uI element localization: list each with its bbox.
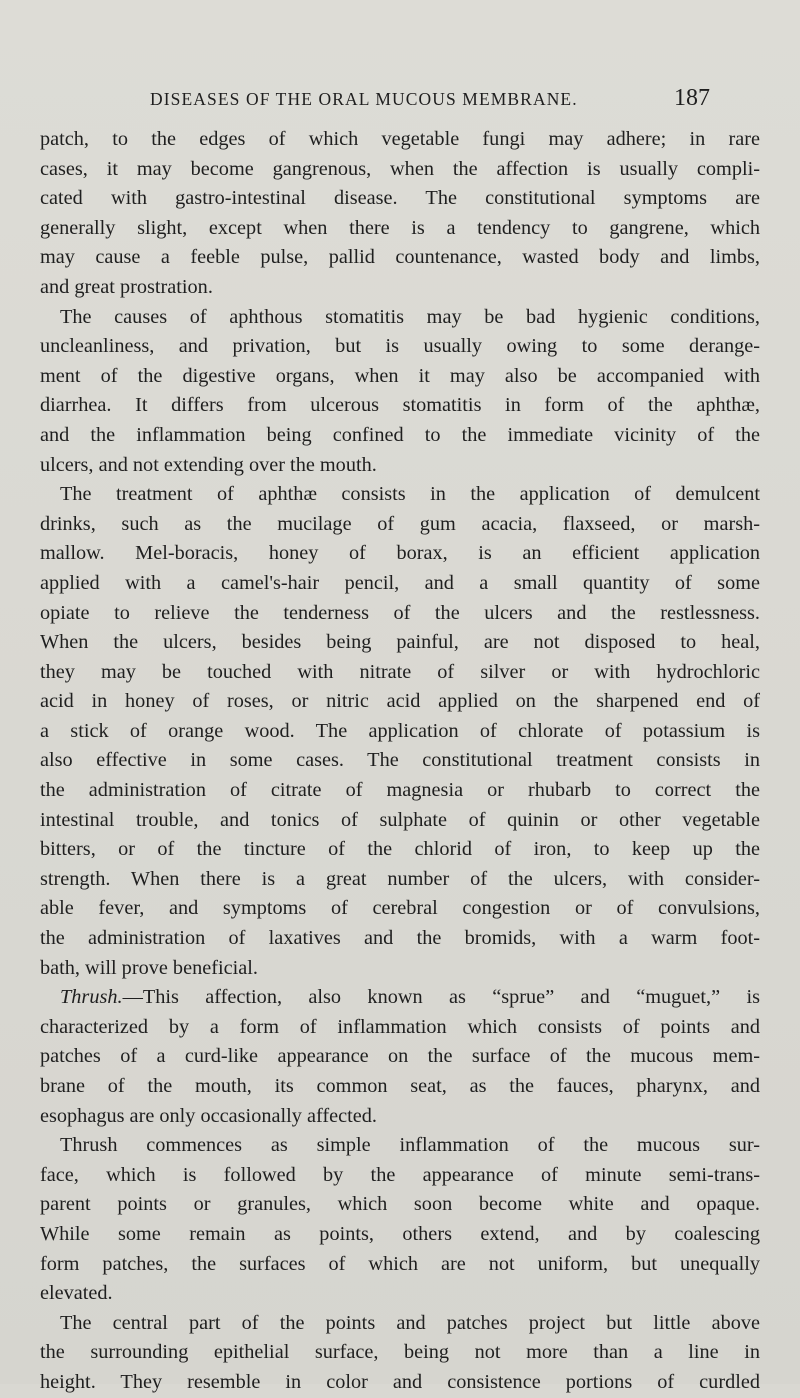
text-line: able fever, and symptoms of cerebral congestion or of convulsions, [40, 897, 760, 920]
text-line: the administration of laxatives and the bromids, with a warm foot- [40, 927, 760, 950]
text-line: When the ulcers, besides being painful, are not disposed to heal, [40, 631, 760, 654]
text-line: and great prostration. [40, 275, 213, 298]
text-line: a stick of orange wood. The application of chlorate of potassium is [40, 719, 760, 742]
text-line: patch, to the edges of which vegetable fungi may adhere; in rare [40, 128, 760, 150]
text-line: While some remain as points, others extend, and by coalescing [40, 1222, 760, 1245]
text-line-thrush-heading [40, 983, 760, 1013]
running-title: DISEASES OF THE ORAL MUCOUS MEMBRANE. [150, 89, 578, 109]
text-line: bitters, or of the tincture of the chlorid of iron, to keep up the [40, 838, 760, 861]
text-line: parent points or granules, which soon become white and opaque. [40, 1193, 760, 1216]
text-line: may cause a feeble pulse, pallid countenance, wasted body and limbs, [40, 246, 760, 269]
text-line: acid in honey of roses, or nitric acid applied on the sharpened end of [40, 690, 760, 713]
text-line: the surrounding epithelial surface, being not more than a line in [40, 1341, 760, 1364]
text-line: face, which is followed by the appearance of minute semi-trans- [40, 1163, 760, 1186]
text-line-rest: —This affection, also known as “sprue” and “muguet,” is [122, 986, 760, 1009]
text-line: ulcers, and not extending over the mouth. [40, 453, 377, 476]
text-line: characterized by a form of inflammation which consists of points and [40, 1015, 760, 1038]
text-line: mallow. Mel-boracis, honey of borax, is an efficient application [40, 542, 760, 565]
text-line: also effective in some cases. The constitutional treatment consists in [40, 749, 760, 772]
text-line: generally slight, except when there is a tendency to gangrene, which [40, 216, 760, 239]
text-line: intestinal trouble, and tonics of sulphate of quinin or other vegetable [40, 808, 760, 831]
text-line: The central part of the points and patches project but little above [60, 1311, 760, 1334]
text-line: The causes of aphthous stomatitis may be bad hygienic conditions, [60, 305, 760, 328]
text-line: they may be touched with nitrate of silver or with hydrochloric [40, 660, 760, 683]
running-head [150, 85, 710, 115]
text-line: drinks, such as the mucilage of gum acacia, flaxseed, or marsh- [40, 512, 760, 535]
text-line: form patches, the surfaces of which are not uniform, but unequally [40, 1252, 760, 1275]
body-text [40, 125, 760, 1398]
text-line: The treatment of aphthæ consists in the application of demulcent [60, 483, 760, 506]
text-line: opiate to relieve the tenderness of the ulcers and the restlessness. [40, 601, 760, 624]
text-line: the administration of citrate of magnesia or rhubarb to correct the [40, 779, 760, 802]
text-line: applied with a camel's-hair pencil, and a small quantity of some [40, 571, 760, 594]
text-line: uncleanliness, and privation, but is usually owing to some derange- [40, 335, 760, 358]
text-line: and the inflammation being confined to the immediate vicinity of the [40, 423, 760, 446]
text-line: height. They resemble in color and consistence portions of curdled [40, 1370, 760, 1393]
text-line: brane of the mouth, its common seat, as the fauces, pharynx, and [40, 1075, 760, 1097]
text-line: elevated. [40, 1282, 113, 1305]
text-line: bath, will prove beneficial. [40, 956, 258, 979]
text-line: ment of the digestive organs, when it may also be accompanied with [40, 364, 760, 387]
text-line: patches of a curd-like appearance on the surface of the mucous mem- [40, 1045, 760, 1068]
page-number: 187 [674, 85, 710, 111]
text-line: esophagus are only occasionally affected. [40, 1104, 377, 1127]
text-line: Thrush commences as simple inflammation of the mucous sur- [60, 1134, 760, 1157]
text-line: cated with gastro-intestinal disease. The constitutional symptoms are [40, 187, 760, 210]
text-line: diarrhea. It differs from ulcerous stomatitis in form of the aphthæ, [40, 394, 760, 417]
section-heading-thrush: Thrush. [60, 986, 123, 1009]
text-line: strength. When there is a great number of the ulcers, with consider- [40, 867, 760, 890]
text-line: cases, it may become gangrenous, when the affection is usually compli- [40, 157, 760, 180]
